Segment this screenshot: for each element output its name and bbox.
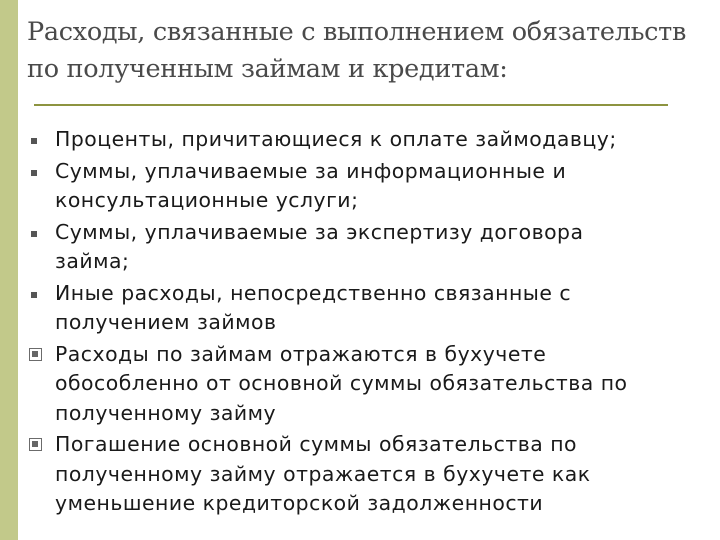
square-bullet-icon — [31, 138, 37, 144]
item-line: Суммы, уплачиваемые за информационные и — [55, 158, 567, 183]
title-line-1: Расходы, связанные с выполнением обязательств — [27, 17, 687, 47]
list-item-4 — [29, 279, 714, 338]
list-item-3 — [29, 218, 714, 277]
title-divider — [34, 104, 668, 106]
item-line: Проценты, причитающиеся к оплате займодавцу; — [55, 127, 617, 151]
item-line: полученному займу отражается в бухучете как — [55, 461, 591, 486]
list-item-5 — [29, 340, 714, 429]
list-item-2 — [29, 157, 714, 216]
item-line: уменьшение кредиторской задолженности — [55, 491, 544, 515]
item-line: обособленно от основной суммы обязательства по — [55, 371, 628, 395]
list-item-1 — [29, 125, 714, 155]
checkbox-bullet-icon — [29, 348, 42, 361]
item-line: полученному займу — [55, 400, 277, 425]
checkbox-bullet-icon — [29, 438, 42, 451]
item-line: Расходы по займам отражаются в бухучете — [55, 341, 547, 366]
slide-title — [27, 14, 717, 88]
square-bullet-icon — [31, 292, 37, 298]
bullet-list — [29, 125, 714, 521]
item-line: займа; — [55, 249, 130, 273]
item-line: Погашение основной суммы обязательства по — [55, 432, 578, 456]
title-line-2: по полученным займам и кредитам: — [27, 54, 508, 84]
square-bullet-icon — [31, 231, 37, 237]
list-item-6 — [29, 430, 714, 519]
left-accent-band — [0, 0, 18, 540]
item-line: Суммы, уплачиваемые за экспертизу договора — [55, 219, 584, 244]
square-bullet-icon — [31, 170, 37, 176]
item-line: Иные расходы, непосредственно связанные с — [55, 280, 572, 305]
item-line: консультационные услуги; — [55, 188, 359, 212]
item-line: получением займов — [55, 310, 277, 334]
